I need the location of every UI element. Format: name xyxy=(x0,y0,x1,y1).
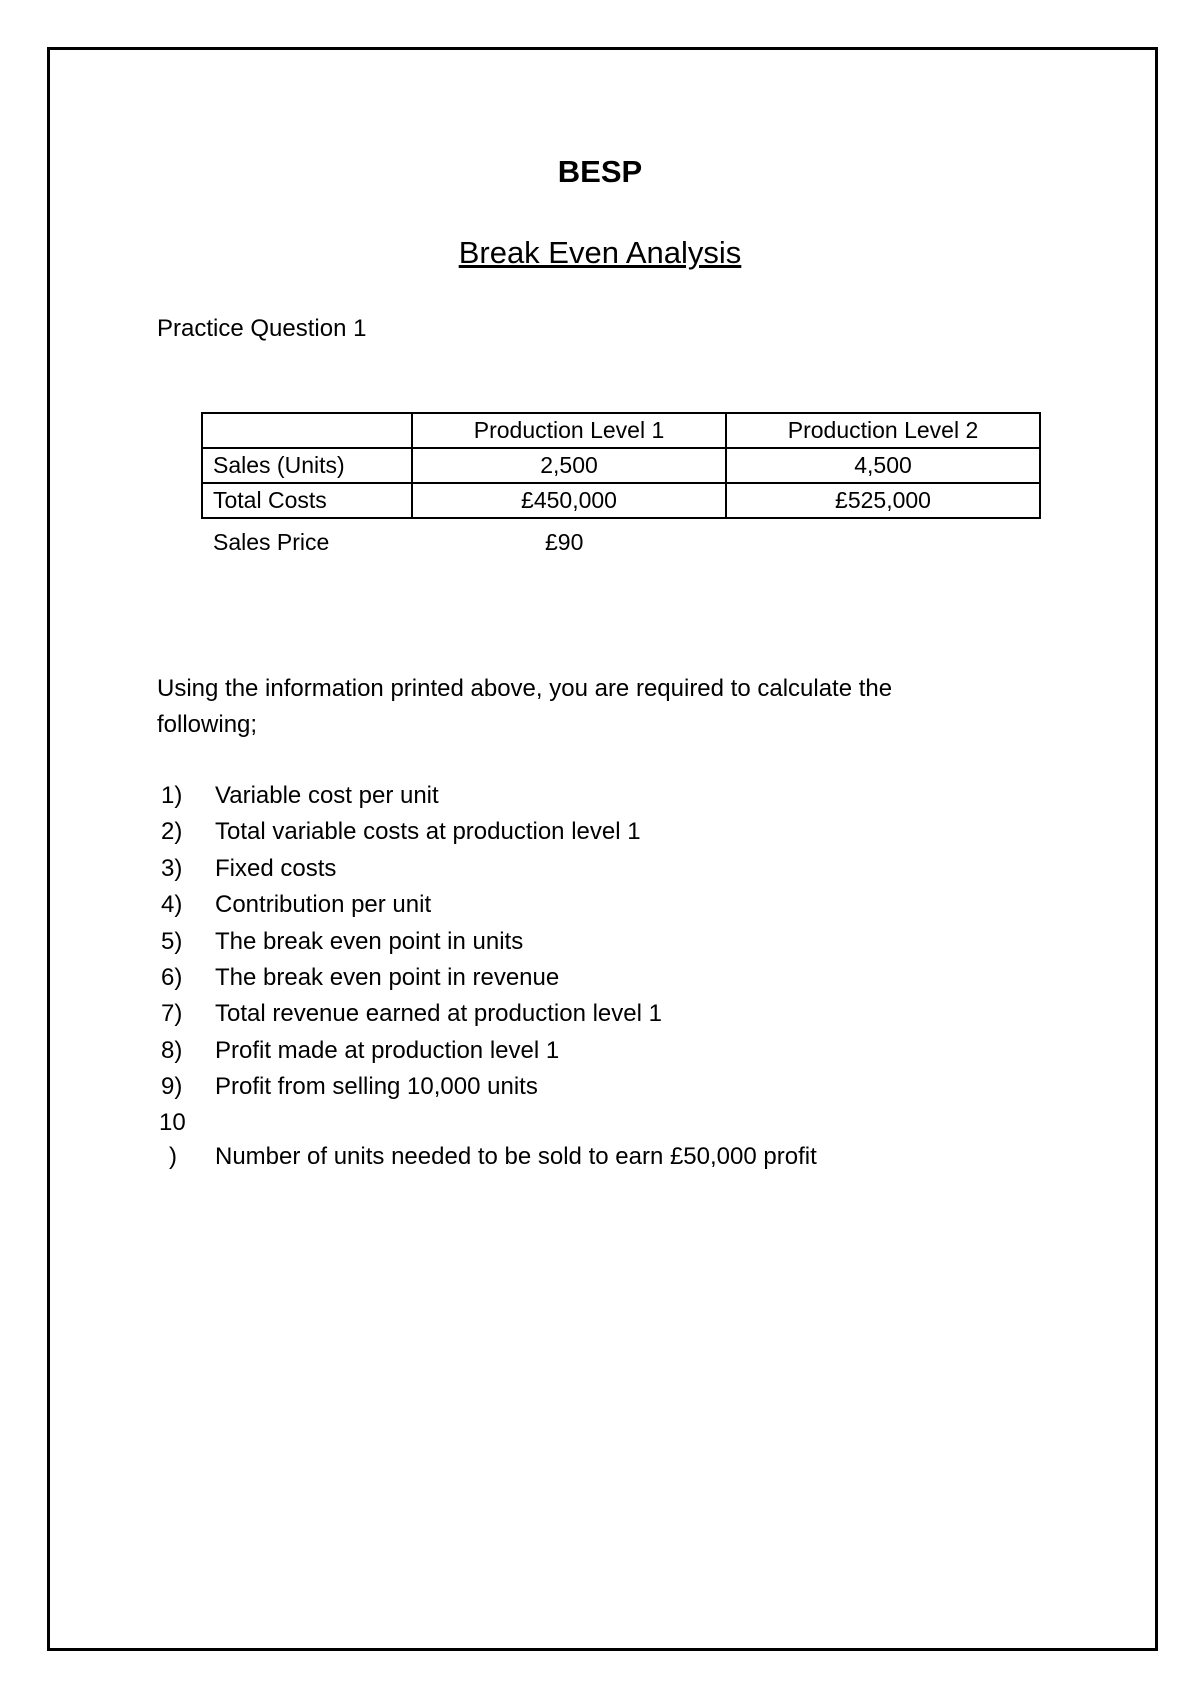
table-cell: £450,000 xyxy=(412,483,726,518)
task-text: Total variable costs at production level 1 xyxy=(215,818,641,846)
task-number: 3) xyxy=(161,854,183,882)
task-text: The break even point in revenue xyxy=(215,963,560,991)
document-subtitle: Break Even Analysis xyxy=(458,235,742,270)
task-text: Contribution per unit xyxy=(215,891,432,919)
table-cell: £525,000 xyxy=(726,483,1040,518)
task-number: 6) xyxy=(161,963,183,991)
task-text: Total revenue earned at production level 1 xyxy=(215,1000,662,1028)
task-number: 4) xyxy=(161,891,183,919)
table-header-cell xyxy=(202,413,412,448)
sales-price-label: Sales Price xyxy=(213,529,330,555)
sales-price-value: £90 xyxy=(545,529,584,555)
task-number: 2) xyxy=(161,818,183,846)
table-header-cell: Production Level 1 xyxy=(412,413,726,448)
row-label: Sales (Units) xyxy=(202,448,412,483)
task-text: Number of units needed to be sold to earn £50,000 profit xyxy=(215,1142,817,1170)
task-text: Profit made at production level 1 xyxy=(215,1036,560,1064)
task-number: 9) xyxy=(161,1073,183,1101)
question-heading: Practice Question 1 xyxy=(157,315,367,342)
table-row xyxy=(202,448,1040,483)
table-header-cell: Production Level 2 xyxy=(726,413,1040,448)
table-cell: 4,500 xyxy=(726,448,1040,483)
task-number: 8) xyxy=(161,1036,183,1064)
task-text: Profit from selling 10,000 units xyxy=(215,1073,538,1101)
task-number: 7) xyxy=(161,1000,183,1028)
task-number: 10 xyxy=(159,1108,186,1136)
task-text: Variable cost per unit xyxy=(215,782,439,809)
row-label: Total Costs xyxy=(202,483,412,518)
task-number-suffix: ) xyxy=(169,1142,177,1170)
table-header-row xyxy=(202,413,1040,448)
data-table xyxy=(201,412,1041,519)
table-row xyxy=(202,483,1040,518)
task-number: 5) xyxy=(161,927,183,955)
instructions-text: Using the information printed above, you are required to calculate the following; xyxy=(157,675,893,738)
task-text: Fixed costs xyxy=(215,854,337,882)
task-number: 1) xyxy=(161,782,183,809)
task-text: The break even point in units xyxy=(215,927,524,955)
document-title: BESP xyxy=(557,154,643,189)
table-cell: 2,500 xyxy=(412,448,726,483)
